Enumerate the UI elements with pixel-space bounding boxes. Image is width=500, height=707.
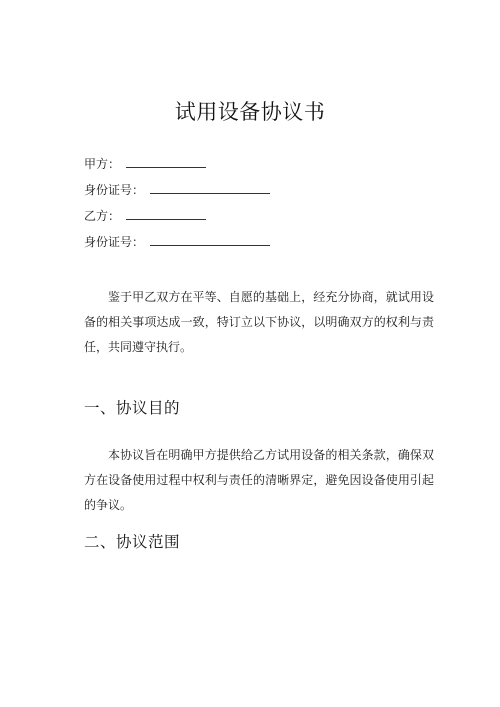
party-a-blank-line bbox=[126, 156, 206, 168]
party-a-id-field bbox=[84, 182, 270, 198]
intro-paragraph: 鉴于甲乙双方在平等、自愿的基础上，经充分协商，就试用设备的相关事项达成一致，特订立以下协议，以明确双方的权利与责任，共同遵守执行。 bbox=[84, 290, 434, 354]
party-b-label: 乙方： bbox=[84, 209, 121, 223]
party-a-id-label: 身份证号： bbox=[84, 183, 145, 197]
party-b-blank-line bbox=[126, 208, 206, 220]
party-b-id-label: 身份证号： bbox=[84, 235, 145, 249]
party-a-id-blank-line bbox=[150, 182, 270, 194]
party-a-field bbox=[84, 156, 206, 172]
party-b-id-blank-line bbox=[150, 234, 270, 246]
party-a-label: 甲方： bbox=[84, 157, 121, 171]
document-title: 试用设备协议书 bbox=[174, 100, 326, 124]
section-body-purpose: 本协议旨在明确甲方提供给乙方试用设备的相关条款，确保双方在设备使用过程中权利与责任的清晰界定，避免因设备使用引起的争议。 bbox=[84, 448, 434, 512]
section-heading-scope: 二、协议范围 bbox=[84, 533, 181, 551]
party-b-field bbox=[84, 208, 206, 224]
section-heading-purpose: 一、协议目的 bbox=[84, 399, 181, 417]
party-b-id-field bbox=[84, 234, 270, 250]
